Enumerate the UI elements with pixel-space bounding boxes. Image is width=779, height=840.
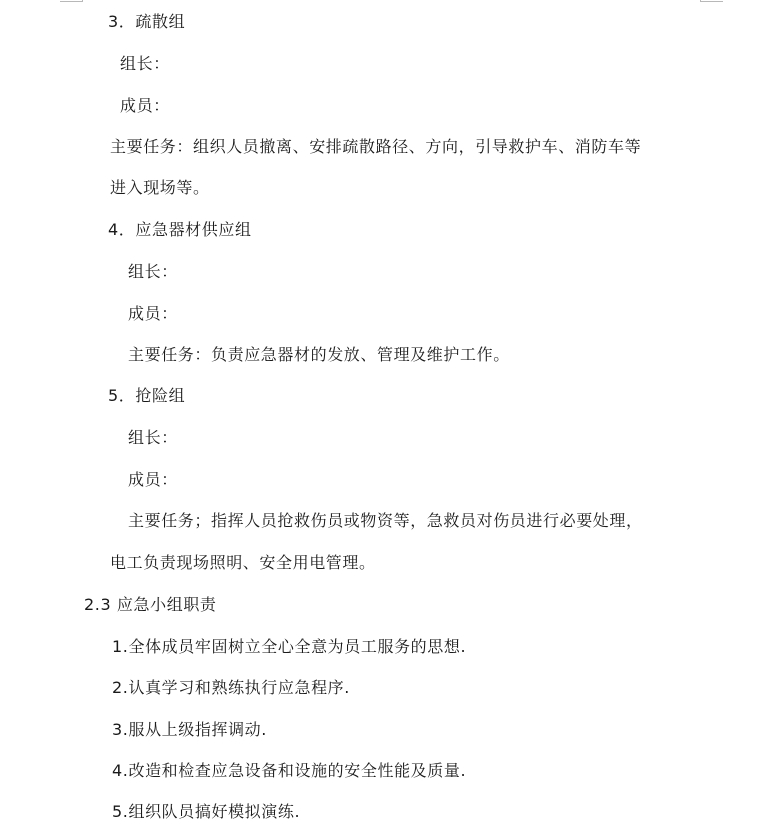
evacuation-members-label: 成员： (120, 96, 170, 115)
evacuation-task-line-1: 主要任务：组织人员撤离、安排疏散路径、方向，引导救护车、消防车等 (110, 137, 642, 156)
evacuation-task-line-2: 进入现场等。 (110, 178, 210, 197)
rescue-members-label: 成员： (128, 470, 178, 489)
rescue-task-line-1: 主要任务；指挥人员抢救伤员或物资等，急救员对伤员进行必要处理， (128, 511, 643, 530)
equipment-leader-label: 组长： (128, 262, 178, 281)
page-corner-mark-left (60, 0, 83, 2)
rescue-task-line-2: 电工负责现场照明、安全用电管理。 (110, 553, 376, 572)
duty-item-3: 3.服从上级指挥调动. (112, 720, 267, 739)
evacuation-leader-label: 组长： (120, 54, 170, 73)
equipment-members-label: 成员： (128, 304, 178, 323)
heading-rescue-group: 5．抢险组 (108, 386, 186, 405)
page-corner-mark-right (700, 0, 723, 2)
heading-equipment-supply-group: 4．应急器材供应组 (108, 220, 252, 239)
duty-item-1: 1.全体成员牢固树立全心全意为员工服务的思想. (112, 637, 467, 656)
duty-item-4: 4.改造和检查应急设备和设施的安全性能及质量. (112, 761, 467, 780)
equipment-task-line: 主要任务：负责应急器材的发放、管理及维护工作。 (128, 345, 510, 364)
duty-item-5: 5.组织队员搞好模拟演练. (112, 802, 301, 821)
section-heading-2-3: 2.3 应急小组职责 (84, 595, 217, 614)
rescue-leader-label: 组长： (128, 428, 178, 447)
duty-item-2: 2.认真学习和熟练执行应急程序. (112, 678, 350, 697)
heading-evacuation-group: 3．疏散组 (108, 12, 186, 31)
